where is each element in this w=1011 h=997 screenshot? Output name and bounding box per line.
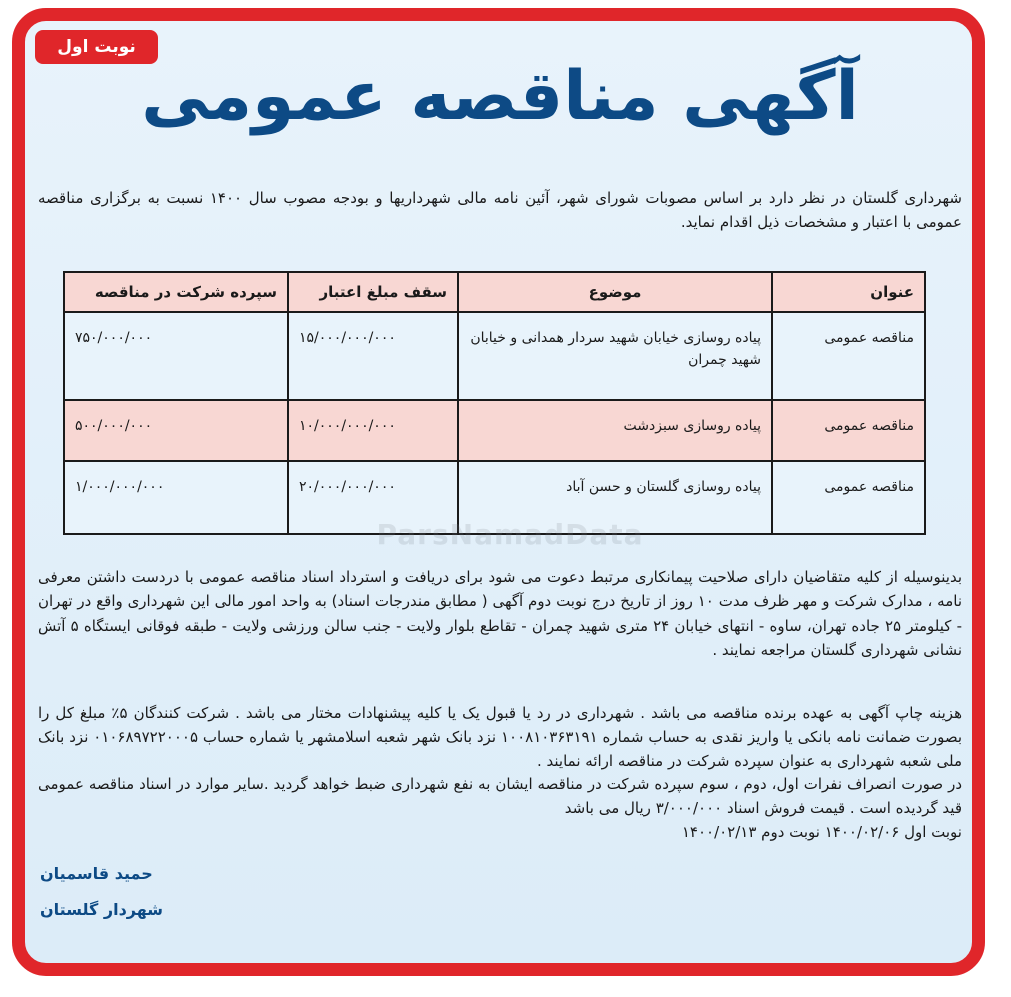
cell-title: مناقصه عمومی [772,400,925,461]
header-title: عنوان [772,272,925,312]
cell-deposit: ۷۵۰/۰۰۰/۰۰۰ [64,312,288,400]
conditions-line: هزینه چاپ آگهی به عهده برنده مناقصه می باشد . شهرداری در رد یا قبول یک یا کلیه پیشنهادات مختار می باشد . شرکت کنندگان ۵٪ مبلغ کل را بصورت ضمانت نامه بانکی یا واریز نقدی به حساب شماره ۱۰۰۸۱۰۳۶۳۱۹۱ نزد بانک شهر شعبه اسلامشهر یا شماره حساب ۰۱۰۶۸۹۷۲۲۰۰۰۵ نزد بانک ملی شعبه شهرداری به عنوان سپرده شرکت در مناقصه ارائه نمایند . [38,704,962,770]
signatory-role: شهردار گلستان [40,900,164,919]
cell-deposit: ۱/۰۰۰/۰۰۰/۰۰۰ [64,461,288,534]
notice-title: آگهی مناقصه عمومی [141,57,859,136]
conditions-line: در صورت انصراف نفرات اول، دوم ، سوم سپرده شرکت در مناقصه ایشان به نفع شهرداری ضبط خواهد گردید .سایر موارد در اسناد مناقصه عمومی قید گردیده است . قیمت فروش اسناد ۳/۰۰۰/۰۰۰ ریال می باشد [38,775,962,818]
publication-dates: نوبت اول ۱۴۰۰/۰۲/۰۶ نوبت دوم ۱۴۰۰/۰۲/۱۳ [681,822,962,841]
invitation-paragraph: بدینوسیله از کلیه متقاضیان دارای صلاحیت پیمانکاری مرتبط دعوت می شود برای دریافت و استرداد اسناد مناقصه عمومی با دردست داشتن معرفی نامه ، مدارک شرکت و مهر ظرف مدت ۱۰ روز از تاریخ درج نوبت دوم آگهی ( مطابق مندرجات اسناد) به واحد امور مالی این شهرداری واقع در تهران - کیلومتر ۲۵ جاده تهران، ساوه - انتهای خیابان ۲۴ متری شهید چمران - تقاطع بلوار ولایت - جنب سالن ورزشی ولایت - طبقه فوقانی ایستگاه ۵ آتش نشانی شهرداری گلستان مراجعه نمایند . [38,568,962,660]
header-deposit: سپرده شرکت در مناقصه [64,272,288,312]
cell-subject: پیاده روسازی خیابان شهید سردار همدانی و خیابان شهید چمران [458,312,772,400]
signatory-name: حمید قاسمیان [40,864,153,883]
cell-credit: ۲۰/۰۰۰/۰۰۰/۰۰۰ [288,461,458,534]
conditions-paragraph [38,702,962,845]
header-credit: سقف مبلغ اعتبار [288,272,458,312]
table-row [64,312,925,400]
table-header-row [64,272,925,312]
cell-credit: ۱۰/۰۰۰/۰۰۰/۰۰۰ [288,400,458,461]
table-row [64,400,925,461]
cell-credit: ۱۵/۰۰۰/۰۰۰/۰۰۰ [288,312,458,400]
cell-title: مناقصه عمومی [772,461,925,534]
header-subject: موضوع [458,272,772,312]
tender-table [63,271,926,535]
table-row [64,461,925,534]
cell-subject: پیاده روسازی سبزدشت [458,400,772,461]
edition-badge: نوبت اول [35,30,158,64]
cell-title: مناقصه عمومی [772,312,925,400]
cell-subject: پیاده روسازی گلستان و حسن آباد [458,461,772,534]
intro-paragraph: شهرداری گلستان در نظر دارد بر اساس مصوبات شورای شهر، آئین نامه مالی شهرداریها و بودجه مصوب سال ۱۴۰۰ نسبت به برگزاری مناقصه عمومی با اعتبار و مشخصات ذیل اقدام نماید. [38,189,962,231]
cell-deposit: ۵۰۰/۰۰۰/۰۰۰ [64,400,288,461]
